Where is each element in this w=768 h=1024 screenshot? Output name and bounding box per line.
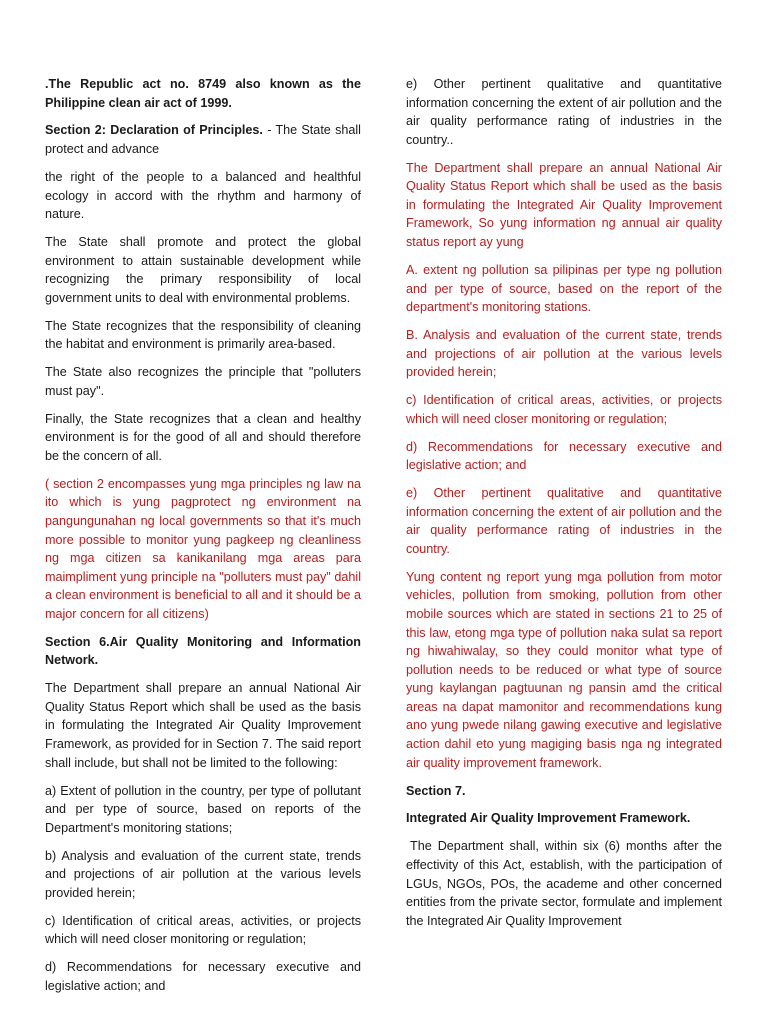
section-2-annotation: ( section 2 encompasses yung mga principles ng law na ito which is yung pagprotect ng environment na pangungunahan ng local governments so that it's much more possible to monitor yung pagkeep ng cleanliness ng mga citizen sa kanikanilang mga areas para maimpliment yung principle na "polluters must pay" dahil a clean environment is beneficial to all and it should be a major concern for all citizens) [45,476,361,621]
section-2-intro-text: - The State shall protect and advance [45,123,361,157]
annotation-item-c: c) Identification of critical areas, activities, or projects which will need closer monitoring or regulation; [406,393,722,426]
section-2-intro [45,121,361,158]
annotation-intro: The Department shall prepare an annual National Air Quality Status Report which shall be used as the basis in formulating the Integrated Air Quality Improvement Framework, So yung information ng annual air quality status report ay yung [406,160,722,250]
annotation-summary: Yung content ng report yung mga pollution from motor vehicles, pollution from smoking, pollution from other mobile sources which are stated in sections 21 to 25 of this law, etong mga type of pollution naka sulat sa report ng hiwahiwalay, so they could monitor what type of pollution needs to be reduced or what type of source yung kaylangan pagtuunan ng pansin amd the critical areas na dapat mamonitor and recommendations kung ano yung pwede nilang gawing executive and legislative action dahil eto yung magiging basis nga ng integrated air quality improvement framework. [406,569,722,770]
section-6-item-e: e) Other pertinent qualitative and quantitative information concerning the extent of air pollution and the air quality performance rating of industries in the country.. [406,77,722,147]
annotation-item-a: A. extent ng pollution sa pilipinas per type ng pollution and per type of source, based on the report of the department's monitoring stations. [406,262,722,315]
annotation-item-d: d) Recommendations for necessary executive and legislative action; and [406,439,722,473]
section-6-item-b: b) Analysis and evaluation of the current state, trends and projections of air pollution at the various levels provided herein; [45,848,361,900]
section-6-item-a: a) Extent of pollution in the country, per type of pollutant and per type of source, based on reports of the Department's monitoring stations; [45,783,361,835]
section-2-paragraph-4: The State also recognizes the principle that "polluters must pay". [45,365,361,398]
section-2-paragraph-3: The State recognizes that the responsibility of cleaning the habitat and environment is primarily area-based. [45,318,361,352]
section-7-title: Integrated Air Quality Improvement Framework. [406,811,691,826]
right-column [406,75,722,940]
section-7-heading: Section 7. [406,783,466,798]
section-6-paragraph-1: The Department shall prepare an annual National Air Quality Status Report which shall be used as the basis in formulating the Integrated Air Quality Improvement Framework, as provided for in Section 7. The said report shall include, but shall not be limited to the following: [45,681,361,770]
left-column [45,75,361,1005]
section-2-paragraph-1: the right of the people to a balanced and healthful ecology in accord with the rhythm and harmony of nature. [45,169,361,222]
section-2-paragraph-2: The State shall promote and protect the global environment to attain sustainable development while recognizing the primary responsibility of local government units to deal with environmental problems. [45,235,361,305]
document-title: .The Republic act no. 8749 also known as the Philippine clean air act of 1999. [45,77,361,110]
annotation-item-b: B. Analysis and evaluation of the current state, trends and projections of air pollution at the various levels provided herein; [406,328,722,380]
section-6-item-c: c) Identification of critical areas, activities, or projects which will need closer monitoring or regulation; [45,913,361,947]
section-7-paragraph-1: The Department shall, within six (6) months after the effectivity of this Act, establish, with the participation of LGUs, NGOs, POs, the academe and other concerned entities from the private sector, formulate and implement the Integrated Air Quality Improvement [406,839,722,928]
section-2-heading: Section 2: Declaration of Principles. [45,123,263,138]
section-6-heading: Section 6.Air Quality Monitoring and Information Network. [45,634,361,668]
annotation-item-e: e) Other pertinent qualitative and quantitative information concerning the extent of air pollution and the air quality performance rating of industries in the country. [406,486,722,556]
section-6-item-d: d) Recommendations for necessary executive and legislative action; and [45,960,361,993]
section-2-paragraph-5: Finally, the State recognizes that a clean and healthy environment is for the good of all and should therefore be the concern of all. [45,411,361,463]
